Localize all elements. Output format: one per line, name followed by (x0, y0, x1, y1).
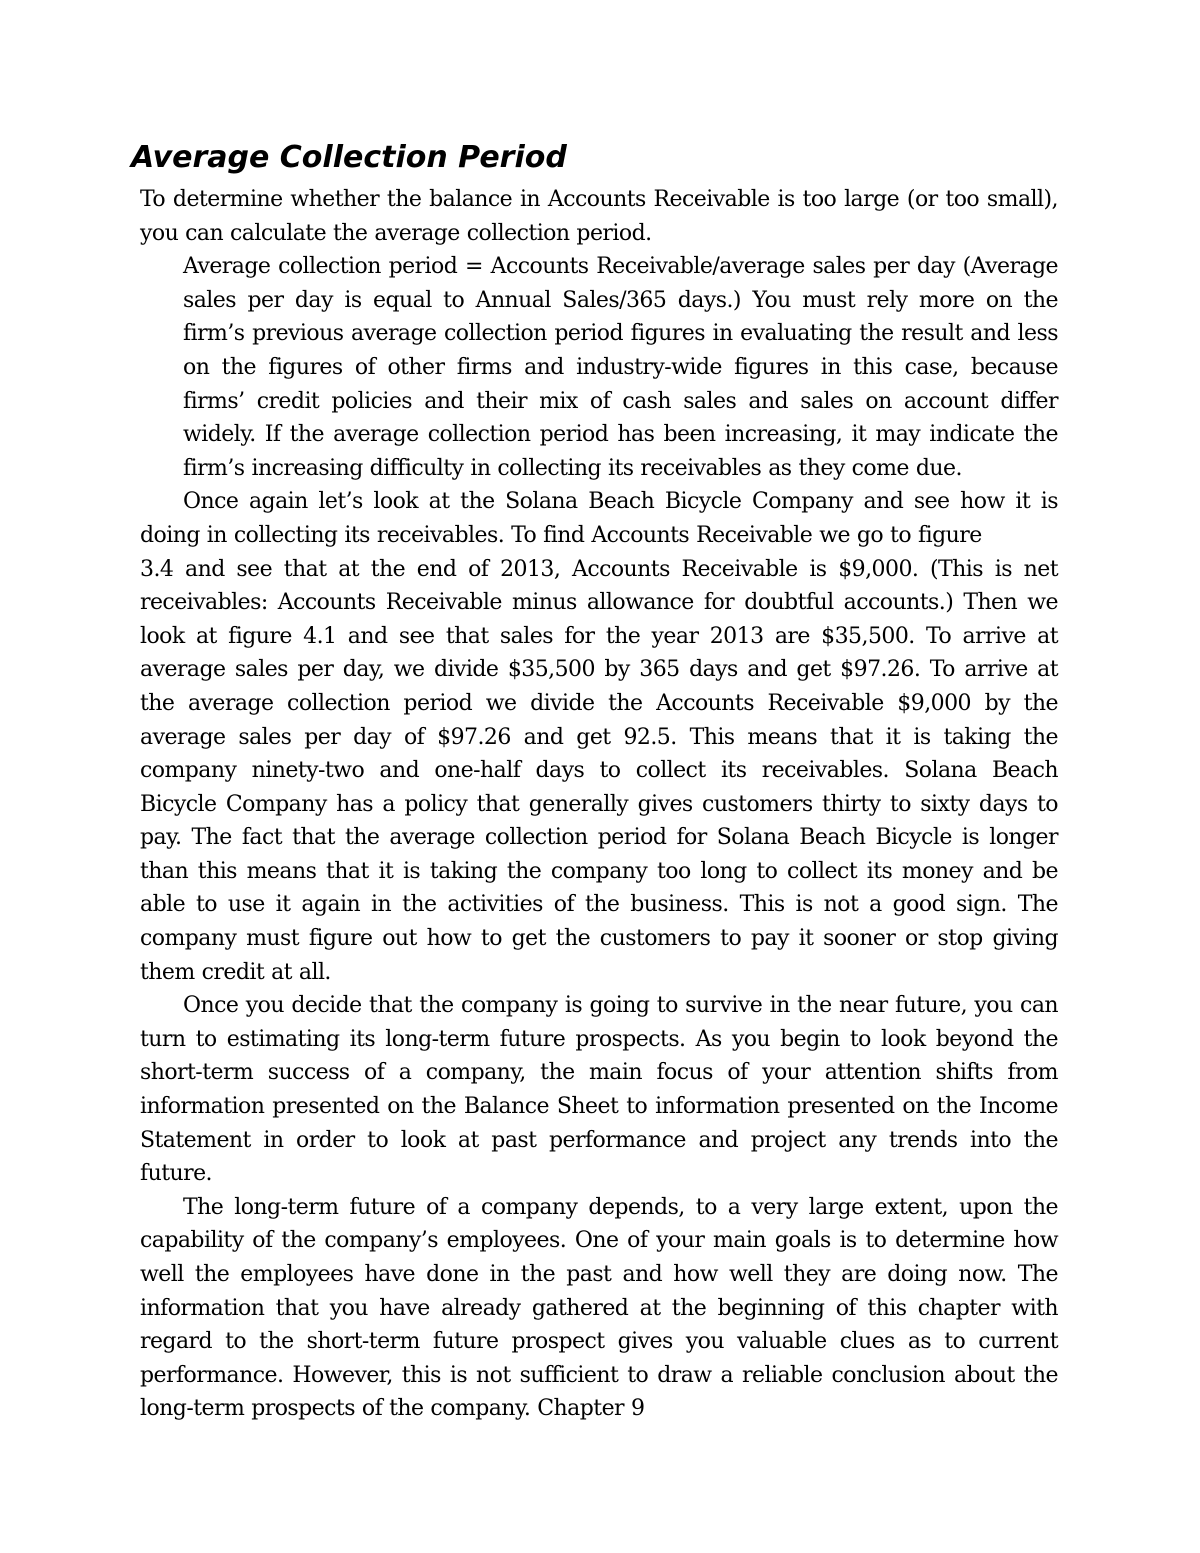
employees-paragraph: The long-term future of a company depends, to a very large extent, upon the capability of the company’s employees. One of your main goals is to determine how well the employees have done in the past and how well they are doing now. The information that you have already gathered at the beginning of this chapter with regard to the short-term future prospect gives you valuable clues as to current performance. However, this is not sufficient to draw a reliable conclusion about the long-term prospects of the company. Chapter 9 (140, 1194, 1058, 1422)
section-heading: Average Collection Period (131, 140, 567, 175)
intro-paragraph: To determine whether the balance in Accounts Receivable is too large (or too small), you can calculate the average collection period. (140, 187, 1058, 246)
example-intro-paragraph: Once again let’s look at the Solana Beach Bicycle Company and see how it is doing in collecting its receivables. To find Accounts Receivable we go to figure (140, 489, 1058, 548)
body-text (140, 183, 1058, 1426)
formula-paragraph: Average collection period = Accounts Receivable/average sales per day (Average sales per day is equal to Annual Sales/365 days.) You must rely more on the firm’s previous average collection period figures in evaluating the result and less on the figures of other firms and industry-wide figures in this case, because firms’ credit policies and their mix of cash sales and sales on account differ widely. If the average collection period has been increasing, it may indicate the firm’s increasing difficulty in collecting its receivables as they come due. (183, 254, 1058, 481)
long-term-paragraph: Once you decide that the company is going to survive in the near future, you can turn to estimating its long-term future prospects. As you begin to look beyond the short-term success of a company, the main focus of your attention shifts from information presented on the Balance Sheet to information presented on the Income Statement in order to look at past performance and project any trends into the future. (140, 993, 1058, 1187)
example-body-paragraph: 3.4 and see that at the end of 2013, Accounts Receivable is $9,000. (This is net receivables: Accounts Receivable minus allowance for doubtful accounts.) Then we look at figure 4.1 and see that sales for the year 2013 are $35,500. To arrive at average sales per day, we divide $35,500 by 365 days and get $97.26. To arrive at the average collection period we divide the Accounts Receivable $9,000 by the average sales per day of $97.26 and get 92.5. This means that it is taking the company ninety-two and one-half days to collect its receivables. Solana Beach Bicycle Company has a policy that generally gives customers thirty to sixty days to pay. The fact that the average collection period for Solana Beach Bicycle is longer than this means that it is taking the company too long to collect its money and be able to use it again in the activities of the business. This is not a good sign. The company must figure out how to get the customers to pay it sooner or stop giving them credit at all. (140, 556, 1058, 985)
